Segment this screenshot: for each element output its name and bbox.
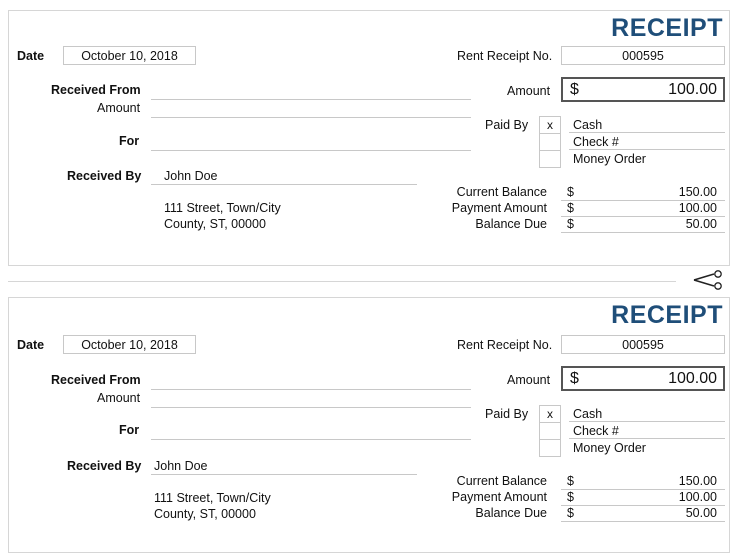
paid-by-label: Paid By: [485, 118, 529, 132]
received-from-label: Received From: [51, 83, 141, 97]
for-label: For: [119, 423, 140, 437]
date-field[interactable]: October 10, 2018: [63, 46, 196, 65]
receipt-no-field[interactable]: 000595: [561, 335, 725, 354]
balance-due-label: Balance Due: [475, 506, 547, 520]
cash-line: [569, 421, 725, 422]
receipt-bottom: [8, 297, 730, 553]
balance-due-line: [561, 232, 725, 233]
amount-currency: $: [570, 80, 579, 98]
money-order-label: Money Order: [573, 152, 646, 166]
amount-words-line[interactable]: [151, 117, 471, 118]
for-label: For: [119, 134, 140, 148]
address-line1: 111 Street, Town/City: [164, 201, 281, 215]
balance-due-line: [561, 521, 725, 522]
paid-by-label: Paid By: [485, 407, 529, 421]
check-line: [569, 438, 725, 439]
balance-due-currency: $: [567, 506, 574, 520]
address-line2: County, ST, 00000: [154, 507, 256, 521]
received-by-label: Received By: [67, 169, 142, 183]
check-line: [569, 149, 725, 150]
balance-due-currency: $: [567, 217, 574, 231]
date-field[interactable]: October 10, 2018: [63, 335, 196, 354]
amount-words-label: Amount: [97, 101, 141, 115]
payment-amount-value: 100.00: [678, 490, 717, 504]
amount-words-label: Amount: [97, 391, 141, 405]
current-balance-label: Current Balance: [456, 474, 547, 488]
amount-field[interactable]: [561, 77, 725, 102]
receipt-no-label: Rent Receipt No.: [457, 49, 553, 63]
current-balance-label: Current Balance: [456, 185, 547, 199]
received-from-line[interactable]: [151, 389, 471, 390]
received-from-label: Received From: [51, 373, 141, 387]
cash-line: [569, 132, 725, 133]
date-label: Date: [17, 49, 45, 63]
received-by-line: [151, 184, 417, 185]
received-by-line: [151, 474, 417, 475]
date-label: Date: [17, 338, 45, 352]
received-by-value[interactable]: John Doe: [154, 459, 208, 473]
current-balance-value: 150.00: [678, 185, 717, 199]
cash-checkbox[interactable]: x: [539, 405, 561, 423]
for-line[interactable]: [151, 439, 471, 440]
payment-amount-label: Payment Amount: [451, 201, 547, 215]
amount-field[interactable]: [561, 366, 725, 391]
receipt-title: RECEIPT: [611, 14, 723, 42]
check-label: Check #: [573, 135, 619, 149]
received-by-label: Received By: [67, 459, 142, 473]
cash-label: Cash: [573, 407, 603, 421]
money-order-checkbox[interactable]: [539, 439, 561, 457]
amount-label: Amount: [507, 84, 551, 98]
received-from-line[interactable]: [151, 99, 471, 100]
check-checkbox[interactable]: [539, 133, 561, 151]
amount-value: 100.00: [668, 369, 717, 387]
money-order-checkbox[interactable]: [539, 150, 561, 168]
payment-amount-currency: $: [567, 490, 574, 504]
amount-value: 100.00: [668, 80, 717, 98]
amount-words-line[interactable]: [151, 407, 471, 408]
balance-due-value: 50.00: [685, 506, 717, 520]
receipt-title: RECEIPT: [611, 301, 723, 329]
current-balance-value: 150.00: [678, 474, 717, 488]
check-checkbox[interactable]: [539, 422, 561, 440]
amount-label: Amount: [507, 373, 551, 387]
for-line[interactable]: [151, 150, 471, 151]
cut-line: [8, 281, 676, 282]
receipt-no-label: Rent Receipt No.: [457, 338, 553, 352]
amount-currency: $: [570, 369, 579, 387]
balance-due-label: Balance Due: [475, 217, 547, 231]
money-order-label: Money Order: [573, 441, 646, 455]
current-balance-currency: $: [567, 474, 574, 488]
cash-label: Cash: [573, 118, 603, 132]
scissors-icon: [692, 270, 724, 290]
payment-amount-currency: $: [567, 201, 574, 215]
balance-due-value: 50.00: [685, 217, 717, 231]
receipt-no-field[interactable]: 000595: [561, 46, 725, 65]
cash-checkbox[interactable]: x: [539, 116, 561, 134]
receipt-top: [8, 10, 730, 266]
payment-amount-label: Payment Amount: [451, 490, 547, 504]
address-line1: 111 Street, Town/City: [154, 491, 271, 505]
received-by-value[interactable]: John Doe: [164, 169, 218, 183]
current-balance-currency: $: [567, 185, 574, 199]
check-label: Check #: [573, 424, 619, 438]
payment-amount-value: 100.00: [678, 201, 717, 215]
address-line2: County, ST, 00000: [164, 217, 266, 231]
